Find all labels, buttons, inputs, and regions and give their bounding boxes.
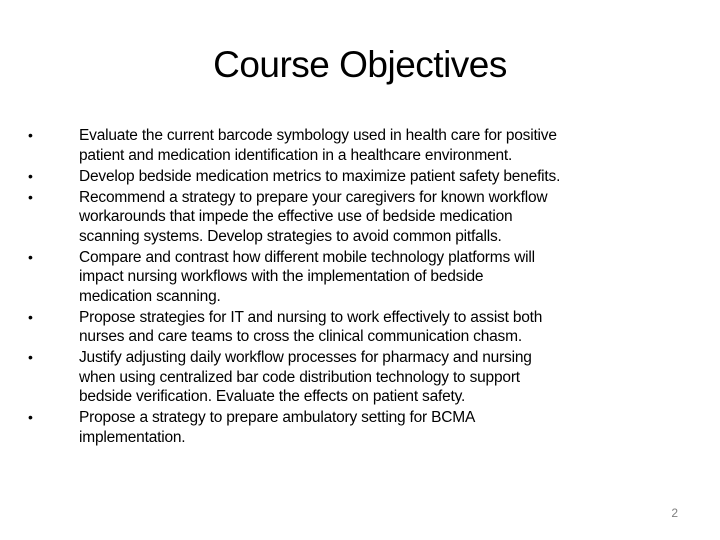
objective-item xyxy=(28,188,708,247)
objective-text-line: Develop bedside medication metrics to maximize patient safety benefits. xyxy=(79,167,561,185)
objective-text-line: Compare and contrast how different mobile technology platforms will xyxy=(79,248,535,266)
bullet-icon: • xyxy=(28,349,33,365)
bullet-icon: • xyxy=(28,167,33,184)
objective-item xyxy=(28,126,708,165)
bullet-icon: • xyxy=(28,409,33,425)
objective-item xyxy=(28,308,708,347)
bullet-icon: • xyxy=(28,248,33,265)
objective-item xyxy=(28,248,708,307)
page-number: 2 xyxy=(671,506,678,520)
objective-text-line: Justify adjusting daily workflow processes for pharmacy and nursing xyxy=(79,349,532,366)
bullet-icon: • xyxy=(28,127,33,143)
objective-text-line: medication scanning. xyxy=(79,287,221,305)
objective-item xyxy=(28,348,708,407)
slide-title: Course Objectives xyxy=(213,44,507,85)
objective-item xyxy=(28,408,708,447)
objective-item xyxy=(28,167,708,187)
bullet-icon: • xyxy=(28,308,33,325)
objective-text-line: nurses and care teams to cross the clinical communication chasm. xyxy=(79,328,522,345)
objective-text-line: workarounds that impede the effective use of bedside medication xyxy=(79,208,513,225)
objective-text-line: Evaluate the current barcode symbology used in health care for positive xyxy=(79,127,557,144)
objective-text-line: Recommend a strategy to prepare your caregivers for known workflow xyxy=(79,188,548,206)
objective-text-line: when using centralized bar code distribution technology to support xyxy=(79,368,520,386)
objective-text-line: bedside verification. Evaluate the effects on patient safety. xyxy=(79,388,466,405)
bullet-icon: • xyxy=(28,188,33,205)
objective-text-line: impact nursing workflows with the implementation of bedside xyxy=(79,268,484,285)
objective-text-line: Propose strategies for IT and nursing to work effectively to assist both xyxy=(79,308,543,326)
objective-text-line: scanning systems. Develop strategies to avoid common pitfalls. xyxy=(79,227,502,245)
objective-text-line: implementation. xyxy=(79,428,186,446)
objectives-list xyxy=(28,126,708,449)
objective-text-line: Propose a strategy to prepare ambulatory setting for BCMA xyxy=(79,409,476,426)
objective-text-line: patient and medication identification in a healthcare environment. xyxy=(79,146,513,164)
